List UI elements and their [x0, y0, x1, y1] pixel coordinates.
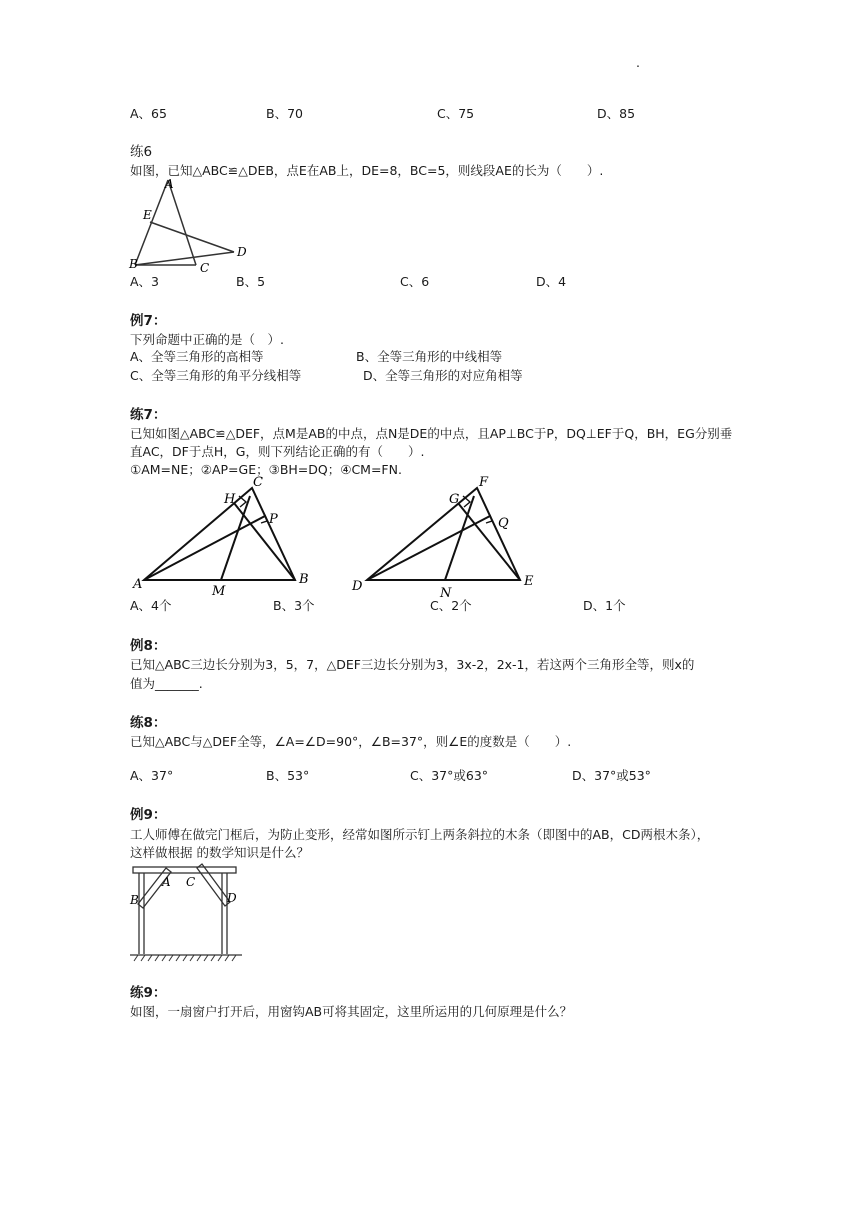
question-text: 如图，一扇窗户打开后，用窗钩AB可将其固定，这里所运用的几何原理是什么？	[130, 1004, 573, 1019]
label-h: H	[224, 492, 236, 507]
section-title-li7: 例7：	[130, 313, 167, 329]
label-c: C	[186, 875, 196, 889]
section-title-lian6: 练6	[130, 144, 153, 160]
option-b: B、5	[236, 274, 266, 289]
label-b: B	[299, 572, 309, 587]
question-line-1: 工人师傅在做完门框后，为防止变形，经常如图所示钉上两条斜拉的木条（即图中的AB，CD两根木条），	[130, 827, 710, 842]
section-title-li9: 例9：	[130, 807, 167, 823]
triangle-figure-def	[345, 472, 545, 600]
section-title-lian7: 练7：	[130, 407, 167, 423]
question-line-3: ①AM=NE；②AP=GE；③BH=DQ；④CM=FN.	[130, 462, 402, 477]
label-d: D	[237, 245, 247, 259]
label-n: N	[440, 586, 452, 600]
section-title-lian8: 练8：	[130, 715, 167, 731]
label-p: P	[269, 512, 278, 527]
triangle-figure-lian6	[128, 176, 258, 276]
question-text: 下列命题中正确的是（ ）.	[130, 332, 284, 347]
option-d: D、1个	[583, 598, 626, 613]
label-f: F	[479, 475, 489, 490]
option-c: C、2个	[430, 598, 472, 613]
option-a: A、全等三角形的高相等	[130, 349, 264, 364]
page-dot: .	[636, 55, 640, 70]
label-a: A	[165, 177, 174, 191]
label-e: E	[143, 208, 152, 222]
label-q: Q	[498, 516, 509, 531]
question-line-1: 已知△ABC三边长分别为3，5，7，△DEF三边长分别为3，3x-2，2x-1，若这两个三角形全等，则x的	[130, 657, 695, 672]
label-c: C	[253, 475, 263, 490]
option-d: D、全等三角形的对应角相等	[363, 368, 523, 383]
option-b: B、53°	[266, 768, 310, 783]
label-a: A	[162, 875, 171, 889]
section-title-lian9: 练9：	[130, 985, 167, 1001]
option-c: C、75	[437, 106, 475, 121]
option-c: C、全等三角形的角平分线相等	[130, 368, 302, 383]
label-m: M	[212, 584, 226, 599]
label-d: D	[352, 579, 363, 594]
question-line-2: 直AC，DF于点H，G，则下列结论正确的有（ ）.	[130, 444, 425, 459]
label-e: E	[524, 574, 534, 589]
option-c: C、6	[400, 274, 430, 289]
triangle-figure-abc	[125, 472, 325, 600]
option-a: A、3	[130, 274, 160, 289]
label-a: A	[133, 577, 143, 592]
option-d: D、85	[597, 106, 636, 121]
label-g: G	[449, 492, 460, 507]
section-title-li8: 例8：	[130, 638, 167, 654]
question-line-1: 已知如图△ABC≌△DEF，点M是AB的中点，点N是DE的中点，且AP⊥BC于P，DQ⊥EF于Q，BH，EG分别垂	[130, 426, 733, 441]
option-d: D、4	[536, 274, 567, 289]
door-frame-figure	[128, 862, 244, 964]
option-a: A、4个	[130, 598, 172, 613]
label-d: D	[227, 891, 237, 905]
option-d: D、37°或53°	[572, 768, 651, 783]
label-c: C	[200, 261, 210, 275]
option-c: C、37°或63°	[410, 768, 489, 783]
option-b: B、70	[266, 106, 303, 121]
label-b: B	[130, 893, 139, 907]
option-a: A、37°	[130, 768, 174, 783]
question-text: 如图，已知△ABC≌△DEB，点E在AB上，DE=8，BC=5，则线段AE的长为（ ）.	[130, 163, 604, 178]
label-b: B	[129, 257, 138, 271]
option-a: A、65	[130, 106, 167, 121]
question-line-2: 值为_______.	[130, 676, 203, 691]
option-b: B、3个	[273, 598, 315, 613]
question-line-2: 这样做根据 的数学知识是什么？	[130, 845, 309, 860]
option-b: B、全等三角形的中线相等	[356, 349, 503, 364]
question-text: 已知△ABC与△DEF全等，∠A=∠D=90°，∠B=37°，则∠E的度数是（ ）.	[130, 734, 572, 749]
